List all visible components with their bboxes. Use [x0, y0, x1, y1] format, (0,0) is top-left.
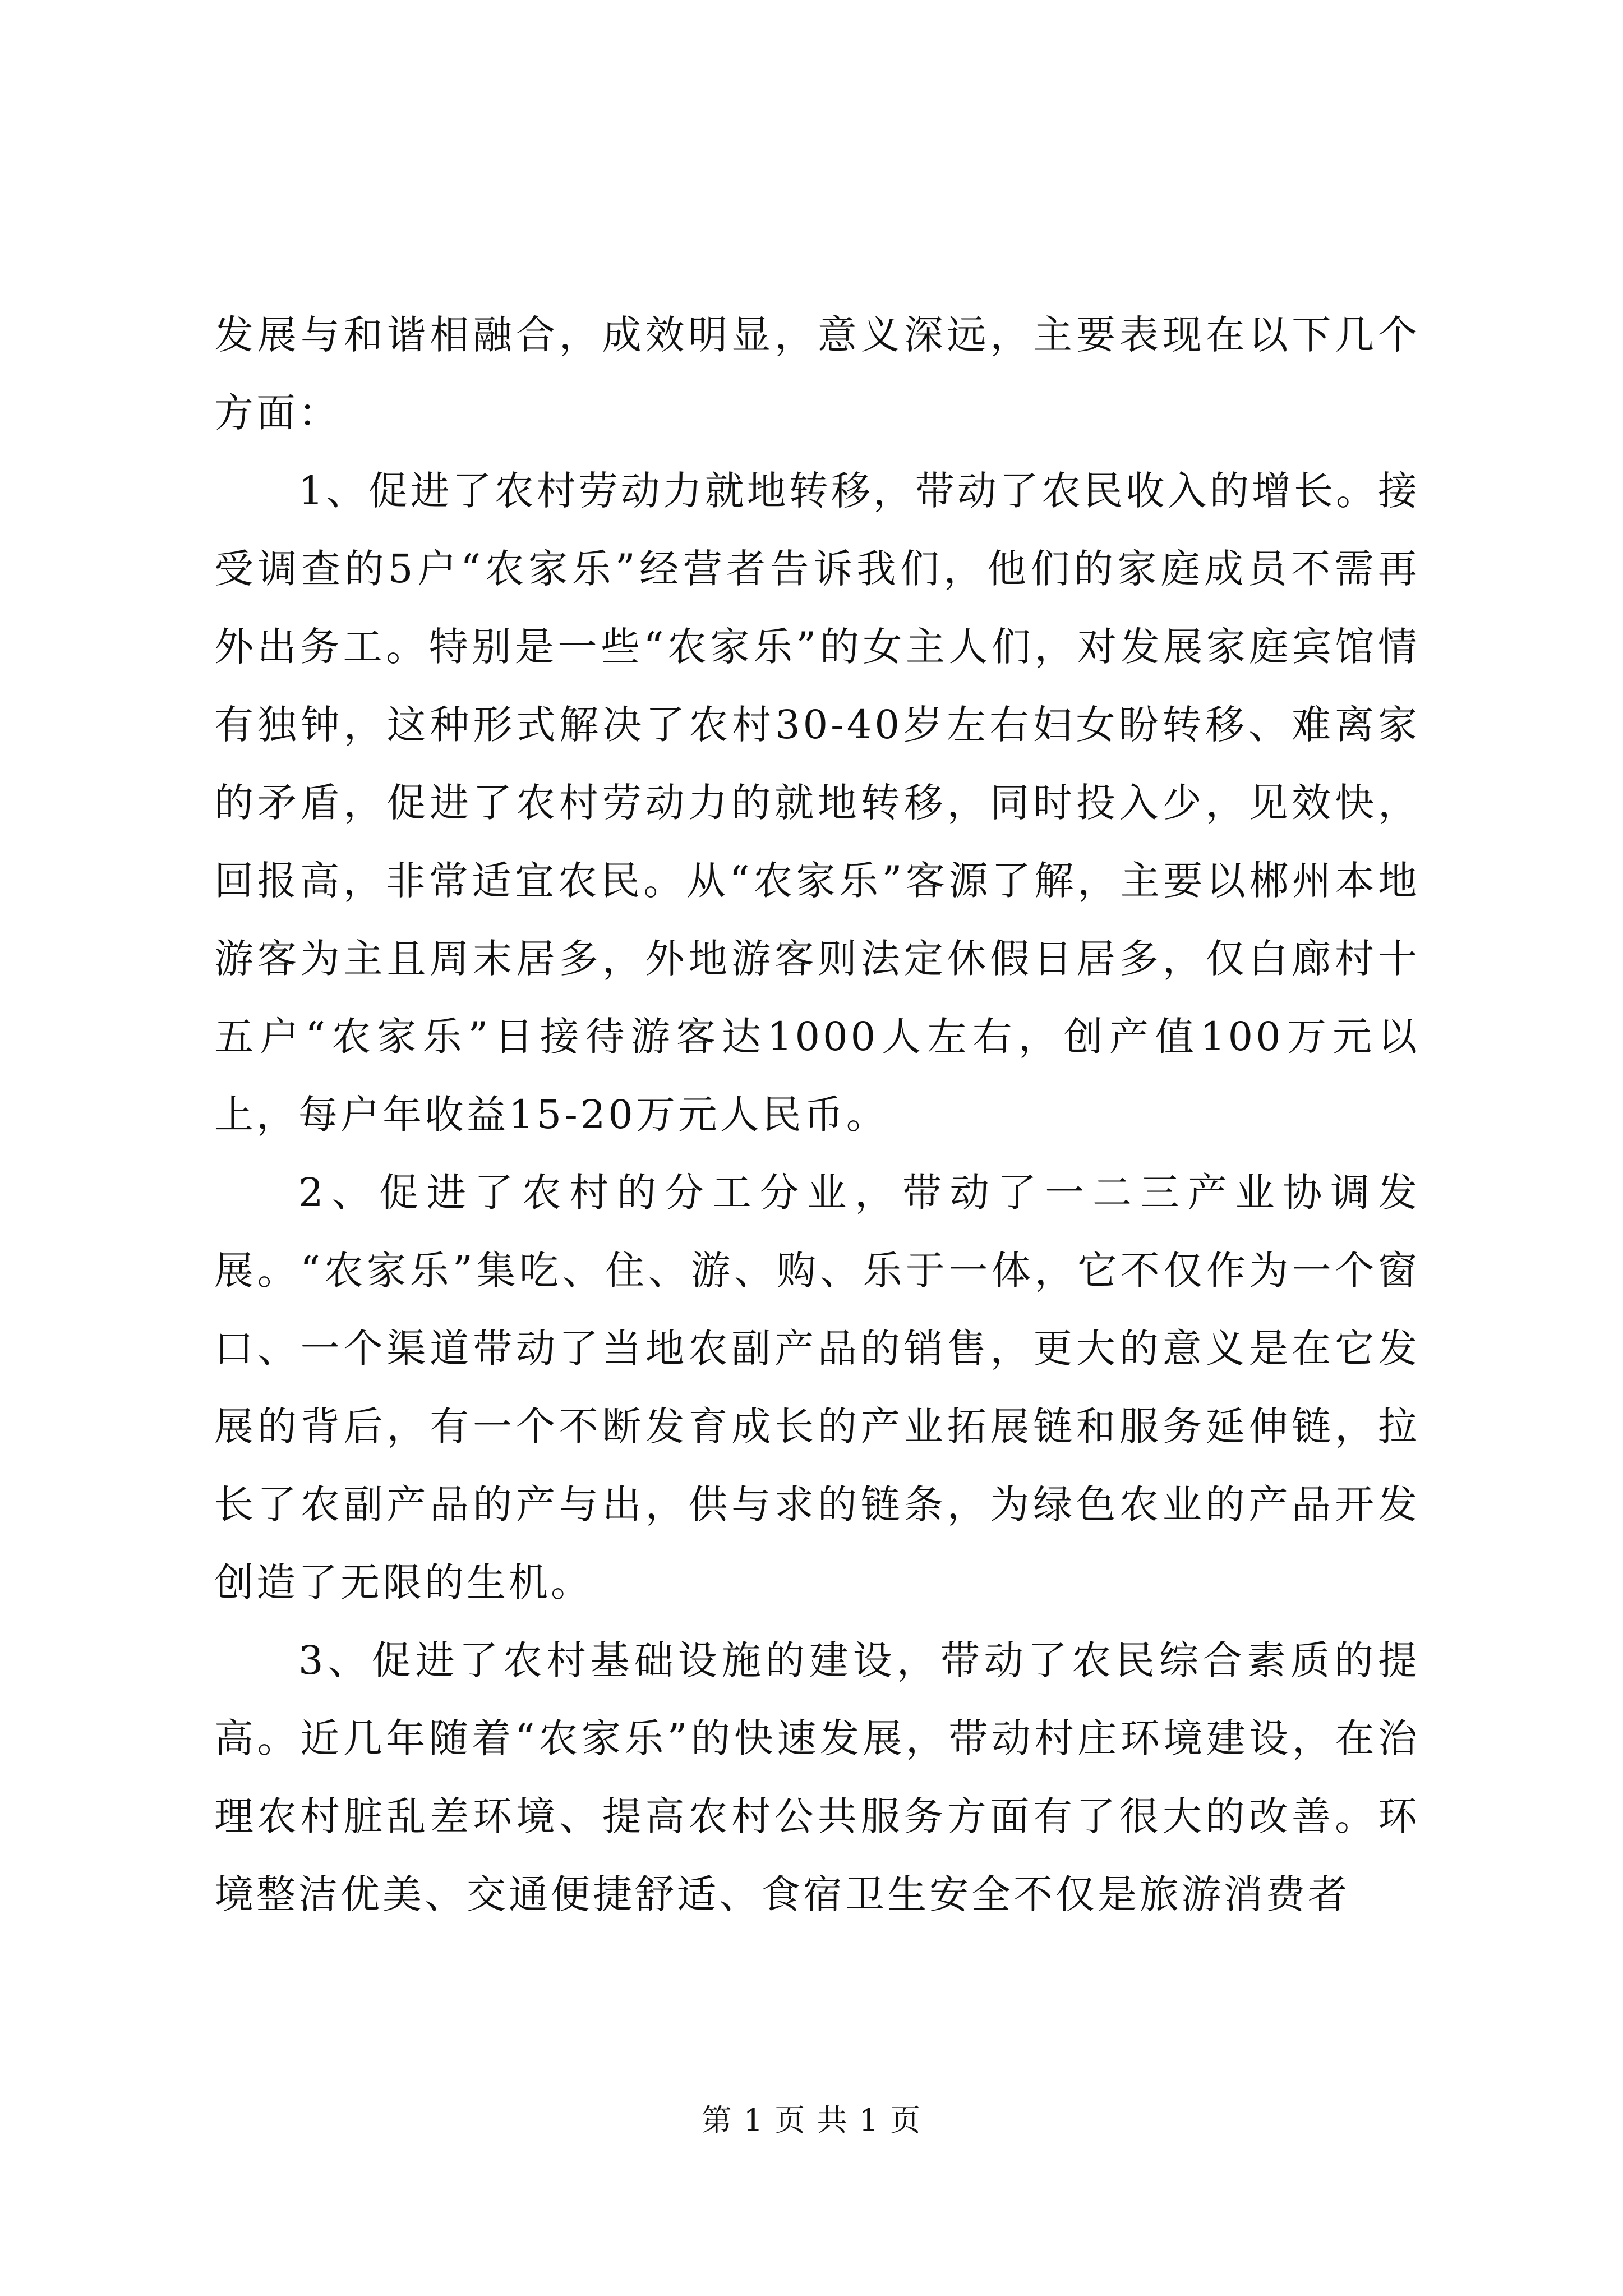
paragraph-point-3: 3、促进了农村基础设施的建设，带动了农民综合素质的提高。近几年随着“农家乐”的快速发展，带动村庄环境建设，在治理农村脏乱差环境、提高农村公共服务方面有了很大的改善。环境整洁优美、交通便捷舒适、食宿卫生安全不仅是旅游消费者	[214, 1637, 1420, 1917]
document-body	[214, 296, 1420, 1934]
paragraph-point-2: 2、促进了农村的分工分业，带动了一二三产业协调发展。“农家乐”集吃、住、游、购、乐于一体，它不仅作为一个窗口、一个渠道带动了当地农副产品的销售，更大的意义是在它发展的背后，有一个不断发育成长的产业拓展链和服务延伸链，拉长了农副产品的产与出，供与求的链条，为绿色农业的产品开发创造了无限的生机。	[214, 1170, 1420, 1605]
paragraph-point-1: 1、促进了农村劳动力就地转移，带动了农民收入的增长。接受调查的5户“农家乐”经营者告诉我们，他们的家庭成员不需再外出务工。特别是一些“农家乐”的女主人们，对发展家庭宾馆情有独钟，这种形式解决了农村30-40岁左右妇女盼转移、难离家的矛盾，促进了农村劳动力的就地转移，同时投入少，见效快，回报高，非常适宜农民。从“农家乐”客源了解，主要以郴州本地游客为主且周末居多，外地游客则法定休假日居多，仅白廊村十五户“农家乐”日接待游客达1000人左右，创产值100万元以上，每户年收益15-20万元人民币。	[214, 468, 1420, 1138]
page-number-footer: 第 1 页 共 1 页	[701, 2102, 922, 2138]
paragraph-intro-continuation: 发展与和谐相融合，成效明显，意义深远，主要表现在以下几个方面：	[214, 312, 1420, 436]
